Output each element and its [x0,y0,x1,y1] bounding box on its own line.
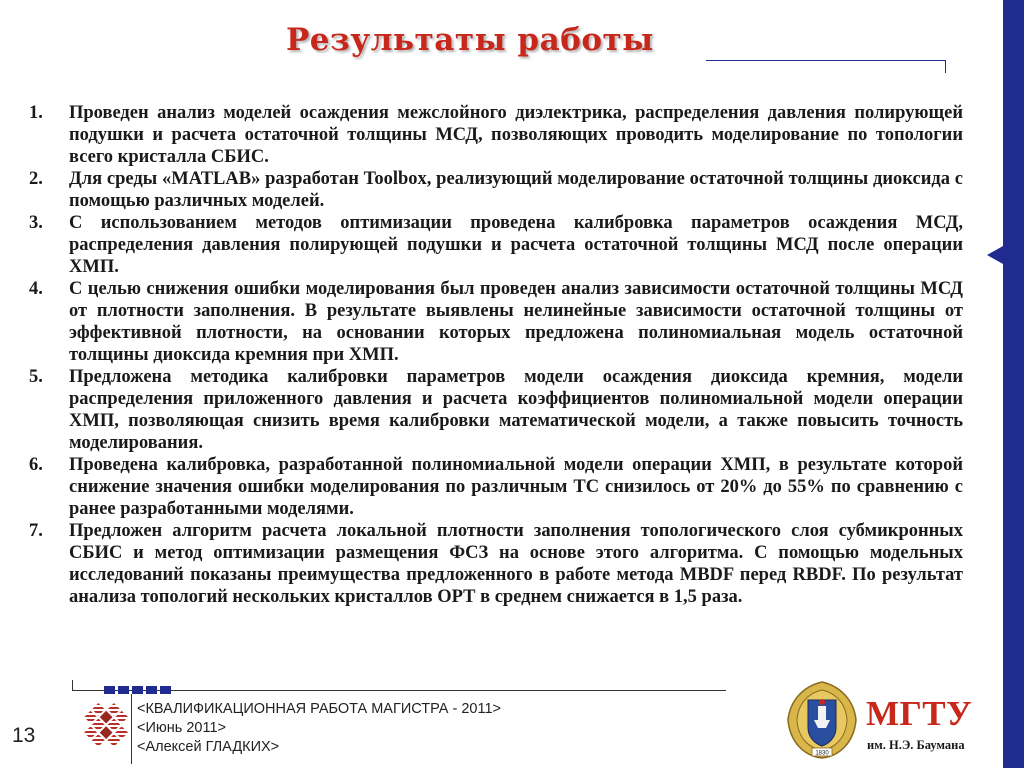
item-text: Предложена методика калибровки параметров модели осаждения диоксида кремния, модели распределения приложенного давления и расчета коэффициентов полиномиальной модели операции ХМП, позволяющая снизить время калибровки математической модели, а также повысить точность моделирования. [69,367,963,453]
item-number: 3. [29,213,43,233]
lattice-logo-icon [73,696,135,758]
footer-separator [131,694,132,764]
page-number: 13 [12,724,36,747]
item-number: 1. [29,103,43,123]
list-item [29,168,963,212]
footer-date: <Июнь 2011> [137,720,227,736]
list-item [29,520,963,608]
results-list [29,102,963,608]
title-underline [706,60,946,61]
footer-author: <Алексей ГЛАДКИХ> [137,739,280,755]
list-item [29,212,963,278]
item-number: 5. [29,367,43,387]
item-text: Предложен алгоритм расчета локальной плотности заполнения топологического слоя субмикронных СБИС и метод оптимизации размещения ФСЗ на основе этого алгоритма. С помощью модельных исследований показаны преимущества предложенного в работе метода MBDF перед RBDF. По результат анализа топологий нескольких кристаллов ОРТ в среднем снижается в 1,5 раза. [69,521,963,607]
footer-info [137,700,501,757]
right-side-bar [1003,0,1024,768]
title-underline-tick [945,60,946,73]
university-subtitle: им. Н.Э. Баумана [867,738,965,752]
item-number: 7. [29,521,43,541]
item-text: Проведен анализ моделей осаждения межслойного диэлектрика, распределения давления полирующей подушки и расчета остаточной толщины МСД, позволяющих проводить моделирование по топологии всего кристалла СБИС. [69,103,963,167]
item-text: С использованием методов оптимизации проведена калибровка параметров осаждения МСД, распределения давления полирующей подушки и расчета остаточной толщины МСД после операции ХМП. [69,213,963,277]
list-item [29,102,963,168]
item-text: С целью снижения ошибки моделирования был проведен анализ зависимости остаточной толщины МСД от плотности заполнения. В результате выявлены нелинейные зависимости остаточной толщины от эффективной плотности, на основании которых предложена полиномиальная модель остаточной толщины диоксида кремния при ХМП. [69,279,963,365]
footer-work-type: <КВАЛИФИКАЦИОННАЯ РАБОТА МАГИСТРА - 2011> [137,701,501,717]
list-item [29,454,963,520]
item-number: 2. [29,169,43,189]
side-bar-arrow-marker [987,246,1003,264]
item-text: Для среды «MATLAB» разработан Toolbox, реализующий моделирование остаточной толщины диоксида с помощью различных моделей. [69,169,963,211]
university-name: МГТУ [866,694,973,733]
university-seal-icon [784,680,860,760]
list-item [29,366,963,454]
slide-title: Результаты работы [286,22,654,58]
item-number: 4. [29,279,43,299]
seal-year: 1830 [815,750,829,757]
list-item [29,278,963,366]
item-number: 6. [29,455,43,475]
item-text: Проведена калибровка, разработанной полиномиальной модели операции ХМП, в результате которой снижение значения ошибки моделирования по различным ТС снизилось от 20% до 55% по сравнению с ранее разработанными моделями. [69,455,963,519]
